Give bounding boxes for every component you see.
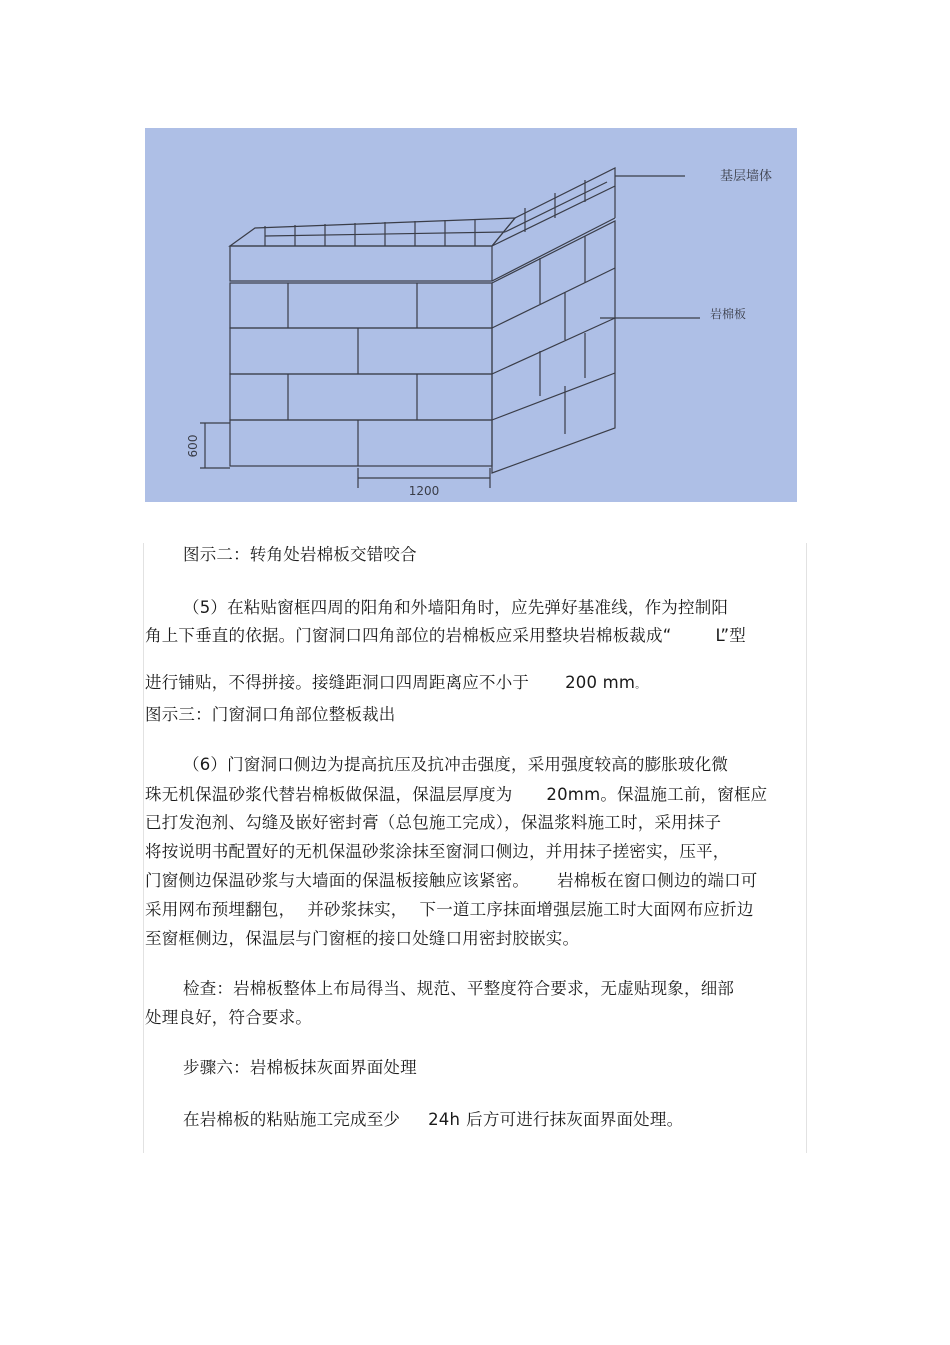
page-border-right <box>806 543 807 1153</box>
p6-line6-text: 采用网布预埋翻包， <box>145 900 296 919</box>
p6-line2-end: 。保温施工前，窗框应 <box>600 785 768 804</box>
last-line-text: 在岩棉板的粘贴施工完成至少 <box>183 1110 401 1129</box>
p6-line5-text: 门窗侧边保温砂浆与大墙面的保温板接触应该紧密。 <box>145 871 530 890</box>
dim-1200: 1200 <box>408 484 440 498</box>
last-line-end: 后方可进行抹灰面界面处理。 <box>466 1110 684 1129</box>
p6-line2-text: 珠无机保温砂浆代替岩棉板做保温，保温层厚度为 <box>145 785 513 804</box>
label-base-wall: 基层墙体 <box>720 169 773 184</box>
last-line-value: 24h <box>428 1110 461 1129</box>
p5-line3-end: 。 <box>635 680 646 691</box>
check-line1: 检查：岩棉板整体上布局得当、规范、平整度符合要求，无虚贴现象，细部 <box>183 979 735 998</box>
top-slab-arm <box>492 168 615 246</box>
caption-figure-3: 图示三：门窗洞口角部位整板裁出 <box>145 705 396 724</box>
figure-corner-rockwool <box>145 128 797 502</box>
check-line2: 处理良好，符合要求。 <box>145 1008 312 1027</box>
page-border-left <box>143 543 144 1153</box>
last-line <box>183 1108 683 1132</box>
p6-line3: 已打发泡剂、勾缝及嵌好密封膏（总包施工完成），保温浆料施工时，采用抹子 <box>145 813 722 832</box>
p5-line2 <box>145 624 746 648</box>
p6-line5 <box>145 869 758 893</box>
p6-line6 <box>145 898 754 922</box>
p5-line3-text: 进行铺贴，不得拼接。接缝距洞口四周距离应不小于 <box>145 673 530 692</box>
p6-line4: 将按说明书配置好的无机保温砂浆涂抹至窗洞口侧边，并用抹子搓密实，压平， <box>145 842 730 861</box>
label-rockwool-board: 岩棉板 <box>710 307 747 321</box>
p6-line2 <box>145 783 767 807</box>
top-slab-front <box>230 246 492 281</box>
p5-line3 <box>145 671 645 698</box>
caption-figure-2: 图示二：转角处岩棉板交错咬合 <box>183 545 417 564</box>
p6-line5-text2: 岩棉板在窗口侧边的端口可 <box>557 871 758 890</box>
rockwool-corner-diagram <box>145 128 797 502</box>
p6-line2-value: 20mm <box>546 785 601 804</box>
p5-line1: （5）在粘贴窗框四周的阳角和外墙阳角时，应先弹好基准线，作为控制阳 <box>183 598 729 617</box>
p6-line6-text2: 并砂浆抹实， <box>307 900 408 919</box>
dim-600: 600 <box>186 434 200 458</box>
p6-line1: （6）门窗洞口侧边为提高抗压及抗冲击强度，采用强度较高的膨胀玻化微 <box>183 755 729 774</box>
p6-line6-text3: 下一道工序抹面增强层施工时大面网布应折边 <box>419 900 754 919</box>
step6-heading: 步骤六：岩棉板抹灰面界面处理 <box>183 1058 417 1077</box>
p5-line3-value: 200 mm <box>565 673 636 692</box>
p5-line2-text: 角上下垂直的依据。门窗洞口四角部位的岩棉板应采用整块岩棉板裁成“ <box>145 626 672 645</box>
p6-line7: 至窗框侧边，保温层与门窗框的接口处缝口用密封胶嵌实。 <box>145 929 580 948</box>
p5-line2-l-type: L”型 <box>715 626 746 645</box>
